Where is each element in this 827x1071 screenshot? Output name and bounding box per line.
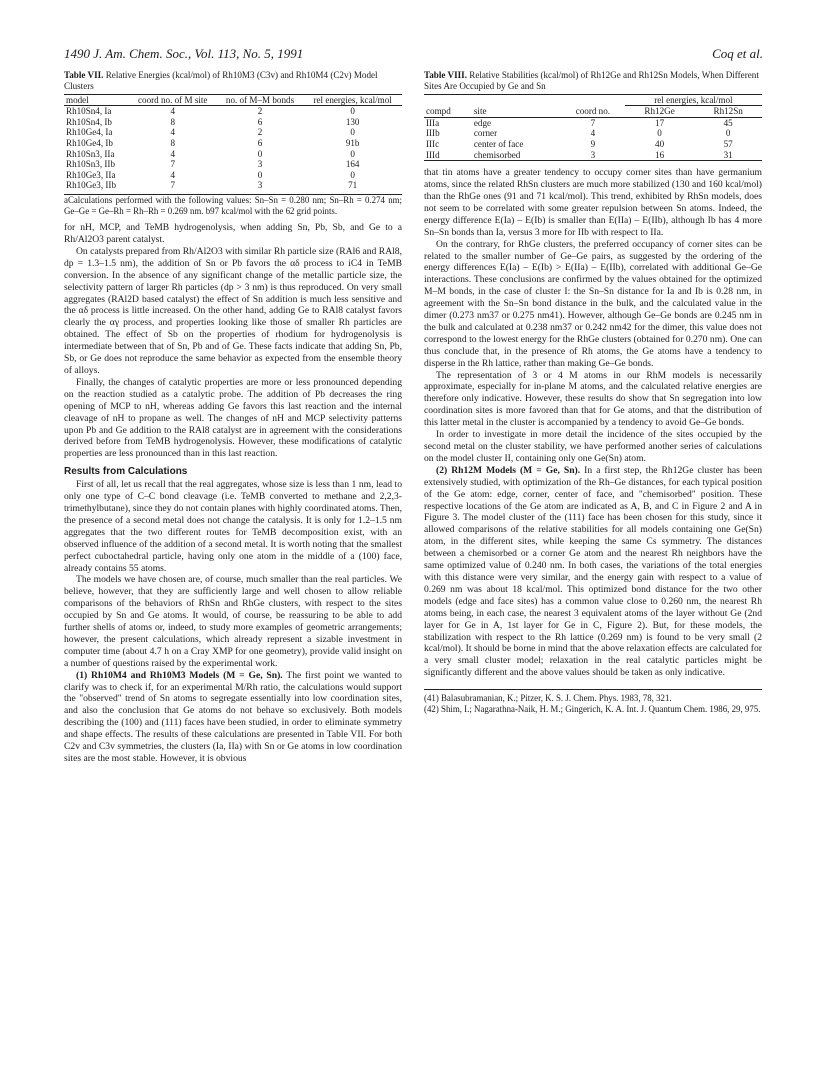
table-cell: IIIc — [426, 138, 440, 149]
table-row — [64, 117, 402, 128]
table-cell: Rh10Sn3, IIa — [66, 148, 115, 159]
table-row — [424, 150, 762, 161]
table-cell: Rh10Ge3, IIa — [66, 169, 116, 180]
table-cell: 16 — [655, 149, 665, 160]
references — [424, 689, 762, 714]
table-row — [64, 170, 402, 181]
table-cell: 4 — [590, 128, 596, 139]
paragraph: for nH, MCP, and TeMB hydrogenolysis, when adding Sn, Pb, Sb, and Ge to a Rh/Al2O3 parent catalyst. — [64, 222, 402, 246]
paragraph-text: The first point we wanted to clarify was to check if, for an experimental M/Rh ratio, the calculations would support the "observed" trend of Sn atoms to segregate essentially into low coordination sites, and also the conclusion that Ge atoms do not behave so exclusively. Both models describing the (100) and (111) faces have been studied, in order to eliminate symmetry and shape effects. The results of these calculations are presented in Table VII. For both C2v and C3v symmetries, the clusters (Ia, IIa) with Sn or Ge atoms in low coordination sites are the most stable. However, it is obvious — [64, 669, 402, 764]
table-cell: 0 — [350, 169, 355, 180]
paragraph: Finally, the changes of catalytic properties are more or less pronounced depending on the reaction studied as a catalytic probe. The addition of Pb decreases the ring opening of MCP to nH, whereas adding Ge favors this last reaction and the internal cleavage of nH to propane as well. The changes of nH and MCP selectivity patterns upon Pb and Ge addition to the RAl8 catalyst are in agreement with the considerations derived before from TeMB hydrogenolysis. However, these modifications of catalytic properties are less pronounced than in this last reaction. — [64, 376, 402, 460]
table-cell: 7 — [170, 159, 175, 170]
table-viii — [424, 94, 762, 162]
paragraph: that tin atoms have a greater tendency to occupy corner sites than have germanium atoms, since the related RhSn clusters are much more stabilized (130 and 160 kcal/mol) than the RhGe ones (91 and 71 kcal/mol). This trend, exhibited by RhSn models, does not seem to be correlated with some greater repulsion between Sn atoms. Indeed, the energy difference E(Ia) – E(Ib) is smaller than E(IIa) – E(IIb), although Ib has 4 more Sn–Sn bonds than Ia, versus 3 more for IIb with respect to IIa. — [424, 167, 762, 238]
paragraph: On catalysts prepared from Rh/Al2O3 with similar Rh particle size (RAl6 and RAl8, dp = 1.3–1.5 nm), the addition of Sn or Pb favors the αδ process to iC4 in TeMB conversion. In the absence of any significant change of the metallic particle size, the selectivity pattern of larger Rh particles (dp > 3 nm) is thus reproduced. On very small aggregates (RAl2D based catalyst) the effect of Sn addition is much less sensitive and the αδ process is little increased. On the other hand, adding Ge to RAl8 catalyst favors clearly the αγ process, and properties looking like those of smaller Rh particles are obtained. The effect of Sb on the properties of rhodium for hydrogenolysis is intermediate between that of Sn, Pb and of Ge. These facts indicate that adding Sn, Pb, Sb, or Ge does not reproduce the same behavior as expected from the ensemble theory of alloys. — [64, 245, 402, 376]
subsection-lead: (2) Rh12M Models (M = Ge, Sn). — [436, 464, 581, 476]
paragraph: In order to investigate in more detail the incidence of the sites occupied by the second metal on the cluster stability, we have performed another series of calculations on the model cluster II, containing only one Ge(Sn) atom. — [424, 429, 762, 464]
section-heading-results: Results from Calculations — [64, 466, 188, 478]
table-vii-header-cell: rel energies, kcal/mol — [313, 94, 392, 105]
table-vii — [64, 94, 402, 191]
table-row — [424, 128, 762, 139]
table-row — [64, 180, 402, 191]
table-cell: 4 — [170, 148, 175, 159]
table-cell: 31 — [723, 149, 733, 160]
running-head — [64, 46, 763, 64]
table-row — [64, 159, 402, 170]
table-cell: 0 — [350, 106, 355, 117]
table-cell: IIIa — [426, 117, 440, 128]
table-cell: chemisorbed — [473, 149, 521, 160]
table-row — [64, 138, 402, 149]
table-row — [424, 117, 762, 128]
table-cell: 8 — [170, 116, 175, 127]
table-cell: 45 — [723, 117, 733, 128]
table-vii-footnote: aCalculations performed with the following values: Sn–Sn = 0.280 nm; Sn–Rh = 0.274 nm; Ge–Ge = Ge–Rh = Rh–Rh = 0.269 nm. b97 kcal/mol with the 62 grid points. — [64, 194, 402, 216]
table-vii-label: Table VII. — [64, 70, 104, 80]
table-cell: 164 — [345, 159, 360, 170]
table-cell: 57 — [723, 138, 733, 149]
table-cell: 0 — [657, 128, 662, 139]
table-viii-header-cell: Rh12Sn — [713, 106, 743, 117]
table-cell: 6 — [257, 137, 263, 148]
paragraph-models-2 — [424, 465, 762, 679]
table-cell: 91b — [345, 137, 360, 148]
table-viii-caption-text: Relative Stabilities (kcal/mol) of Rh12Ge and Rh12Sn Models, When Different Sites Are Occupied by Ge and Sn — [424, 70, 759, 91]
table-cell: 3 — [590, 149, 596, 160]
table-cell: 4 — [170, 169, 175, 180]
table-viii-caption — [424, 70, 762, 92]
authors-running-head: Coq et al. — [712, 46, 763, 61]
table-viii-header-cell: Rh12Ge — [644, 106, 675, 117]
table-viii-header-cell: site — [473, 106, 487, 117]
table-cell: 2 — [257, 127, 263, 138]
table-viii-body — [424, 117, 762, 160]
left-column — [64, 70, 402, 765]
table-cell: Rh10Ge4, Ib — [66, 137, 113, 148]
table-cell: 0 — [350, 148, 355, 159]
table-vii-header-cell: no. of M–M bonds — [225, 94, 295, 105]
table-vii-caption-text: Relative Energies (kcal/mol) of Rh10M3 (C3v) and Rh10M4 (C2v) Model Clusters — [64, 70, 378, 91]
table-viii-label: Table VIII. — [424, 70, 467, 80]
page-number-journal: 1490 J. Am. Chem. Soc., Vol. 113, No. 5, 1991 — [64, 46, 304, 61]
paragraph: The representation of 3 or 4 M atoms in our RhM models is necessarily approximate, especially for in-plane M atoms, and the calculated relative energies are therefore only indicative. However, these results do show that Sn segregation into low coordination sites is more favored than that for Ge atoms, and that the distribution of this latter metal in the cluster is accompanied by a tendency to avoid Ge–Ge bonds. — [424, 369, 762, 429]
table-cell: 7 — [590, 117, 596, 128]
table-cell: Rh10Sn4, Ib — [66, 116, 112, 127]
table-cell: 4 — [170, 106, 175, 117]
paragraph: The models we have chosen are, of course, much smaller than the real particles. We believe, however, that they are sufficiently large and well chosen to allow reliable comparisons of the behaviors of RhSn and RhGe clusters, with respect to the sites occupied by Sn and Ge atoms. It would, of course, be reassuring to be able to add further shells of atoms or, indeed, to study more examples of geometric arrangements; however, the present calculations, which already represent a sizable investment in computer time (about 4.7 h on a Cray XMP for one geometry), provide valid insight on a number of questions raised by the experimental work. — [64, 574, 402, 669]
table-cell: 9 — [590, 138, 596, 149]
table-cell: 3 — [257, 159, 263, 170]
table-vii-header-cell: model — [66, 94, 89, 105]
table-cell: 8 — [170, 137, 175, 148]
table-cell: 4 — [170, 127, 175, 138]
table-cell: 0 — [725, 128, 731, 139]
reference-item: (42) Shim, I.; Nagarathna-Naik, H. M.; Gingerich, K. A. Int. J. Quantum Chem. 1986, 29, 975. — [424, 703, 761, 714]
paragraph-text: In a first step, the Rh12Ge cluster has been extensively studied, with optimization of the Rh–Ge distances, for each typical position of the Ge atom: edge, corner, center of face, and "chemisorbed" position. These respective locations of the Ge atom are indicated as A, B, and C in Figure 2 and A in Figure 3. The model cluster of the (111) face has been chosen for this study, since it allowed comparisons of the relative stabilities for all models containing one Ge(Sn) atom, in the different sites, while keeping the same Cs symmetry. The distances between a chemisorbed or a corner Ge atom and the nearest Rh neighbors have the same optimized value of 0.240 nm. In both cases, the variations of the total energies with this distance were very similar, and the energy gain with respect to a value of 0.269 nm was about 18 kcal/mol. This optimized bond distance for the two other models (edge and face sites) has a common value close to 0.260 nm, the nearest Rh atoms being, in each case, the nearest 3 equivalent atoms of the layer without Ge (2nd layer for Ge in A, 1st layer for Ge in C, Figure 2). But, for these models, the stabilization with respect to the Rh lattice (0.269 nm) is found to be very small (2 kcal/mol). It should be borne in mind that the above relaxation effects are calculated for a very small cluster model; relaxation in the real catalytic particles might be significantly different and the above values should be taken as only indicative. — [424, 464, 763, 679]
table-vii-caption — [64, 70, 402, 92]
table-row — [64, 106, 402, 117]
table-viii-group-header: rel energies, kcal/mol — [625, 94, 762, 106]
table-viii-header-cell: compd — [426, 106, 451, 117]
table-cell: edge — [473, 117, 492, 128]
subsection-lead: (1) Rh10M4 and Rh10M3 Models (M = Ge, Sn). — [76, 669, 283, 681]
table-vii-body — [64, 106, 402, 191]
paragraph: On the contrary, for RhGe clusters, the preferred occupancy of corner sites can be related to the smaller number of Ge–Ge pairs, as suggested by the ordering of the energy differences E(Ia) – E(Ib) > E(IIa) – E(IIb), correlated with additional Ge–Ge interactions. These conclusions are confirmed by the values obtained for the optimized M–M bonds, in the case of cluster I: the Sn–Sn distance for Ia and Ib is 0.28 nm, in agreement with the Sn–Sn bond distance in the bulk, and the calculated value in the dimer (0.273 nm37 or 0.275 nm41). However, although Ge–Ge bonds are 0.245 nm in the bulk and calculated at 0.238 nm37 or 0.242 nm42 for the dimer, this value does not correspond to the lowest energy for the RhGe clusters (obtained for 0.270 nm). One can thus conclude that, in the presence of Rh atoms, the Ge atoms have a tendency to disperse in the Rh lattice, rather than making Ge–Ge bonds. — [424, 238, 762, 369]
table-cell: 40 — [655, 138, 665, 149]
paragraph-models-1 — [64, 670, 402, 765]
table-cell: corner — [473, 128, 498, 139]
table-cell: 0 — [350, 127, 355, 138]
table-vii-header-cell: coord no. of M site — [138, 94, 208, 105]
table-cell: 17 — [655, 117, 665, 128]
paragraph: First of all, let us recall that the real aggregates, whose size is less than 1 nm, lead to only one type of C–C bond cleavage (i.e. TeMB converted to methane and 2,2,3-trimethylbutane), since they do not contain planes with highly coordinated atoms. Then, the presence of a second metal does not change the catalysis. It is only for 1.2–1.5 nm aggregates that the two different routes for TeMB decomposition exist, with an observed influence of the addition of a second metal. It is worth noting that the smallest perfect cuboctahedral particle, having only one atom in the middle of a (100) face, already contains 55 atoms. — [64, 479, 402, 574]
table-cell: Rh10Ge4, Ia — [66, 127, 113, 138]
table-cell: 2 — [257, 106, 263, 117]
table-cell: 3 — [257, 180, 263, 191]
table-cell: 6 — [257, 116, 263, 127]
table-cell: Rh10Sn4, Ia — [66, 106, 112, 117]
table-cell: 0 — [257, 148, 263, 159]
table-cell: 0 — [257, 169, 263, 180]
table-cell: 7 — [170, 180, 175, 191]
table-cell: Rh10Sn3, IIb — [66, 159, 116, 170]
table-cell: IIId — [426, 149, 440, 160]
right-column — [424, 70, 762, 714]
table-row — [64, 149, 402, 160]
table-cell: IIIb — [426, 128, 440, 139]
table-row — [64, 127, 402, 138]
table-row — [424, 139, 762, 150]
table-cell: Rh10Ge3, IIb — [66, 180, 117, 191]
table-viii-header-cell: coord no. — [575, 106, 611, 117]
table-cell: 71 — [348, 180, 358, 191]
reference-item: (41) Balasubramanian, K.; Pitzer, K. S. J. Chem. Phys. 1983, 78, 321. — [424, 693, 672, 704]
table-cell: 130 — [345, 116, 360, 127]
table-cell: center of face — [473, 138, 524, 149]
